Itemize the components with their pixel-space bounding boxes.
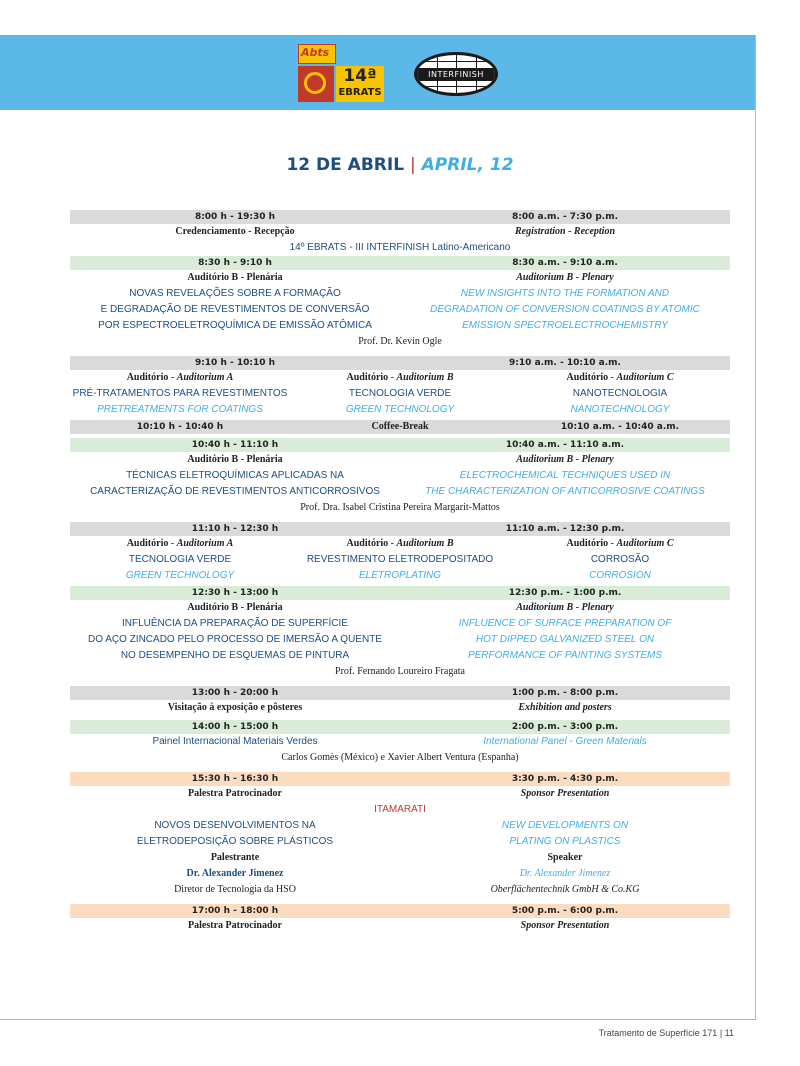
talk-title-en: PERFORMANCE OF PAINTING SYSTEMS — [467, 650, 663, 661]
track-a-pt: PRÉ-TRATAMENTOS PARA REVESTIMENTOS — [72, 388, 288, 399]
track-c-pt: CORROSÃO — [590, 554, 650, 565]
panel-title-pt: Painel Internacional Materiais Verdes — [152, 736, 318, 747]
time-en: 3:30 p.m. - 4:30 p.m. — [511, 774, 619, 784]
sponsor-name: ITAMARATI — [374, 804, 426, 815]
room-b: Auditório - Auditorium B — [346, 538, 454, 549]
time-pt: 15:30 h - 16:30 h — [191, 774, 279, 784]
speaker-role-pt: Diretor de Tecnologia da HSO — [174, 884, 296, 895]
room-pt: Auditório B - Plenária — [187, 602, 283, 613]
talk-title-en: INFLUENCE OF SURFACE PREPARATION OF — [458, 618, 672, 629]
time-en: 8:00 a.m. - 7:30 p.m. — [512, 212, 618, 222]
time-en: 1:00 p.m. - 8:00 p.m. — [511, 688, 619, 698]
time-pt: 17:00 h - 18:00 h — [191, 906, 279, 916]
speaker-name-en: Dr. Alexander Jimenez — [519, 868, 611, 879]
schedule — [70, 210, 730, 934]
talk-title-pt: ELETRODEPOSIÇÃO SOBRE PLÁSTICOS — [136, 836, 334, 847]
talk-title-pt: INFLUÊNCIA DA PREPARAÇÃO DE SUPERFÍCIE — [122, 618, 348, 629]
time-bar — [70, 210, 730, 224]
room-c: Auditório - Auditorium C — [566, 538, 674, 549]
track-b-en: GREEN TECHNOLOGY — [345, 404, 455, 415]
time-en: 5:00 p.m. - 6:00 p.m. — [511, 906, 619, 916]
room-en: Auditorium B - Plenary — [516, 272, 614, 283]
speaker-name: Prof. Fernando Loureiro Fragata — [335, 666, 465, 677]
track-b-pt: REVESTIMENTO ELETRODEPOSITADO — [306, 554, 494, 565]
talk-title-pt: POR ESPECTROELETROQUÍMICA DE EMISSÃO ATÔMICA — [98, 320, 372, 331]
interfinish-logo-text: INTERFINISH — [428, 70, 484, 79]
talk-title-pt: NO DESEMPENHO DE ESQUEMAS DE PINTURA — [120, 650, 350, 661]
talk-title-en: DEGRADATION OF CONVERSION COATINGS BY ATOMIC — [430, 304, 700, 315]
track-c-en: NANOTECHNOLOGY — [570, 404, 670, 415]
time-en: 9:10 a.m. - 10:10 a.m. — [509, 358, 621, 368]
time-pt: 9:10 h - 10:10 h — [194, 358, 276, 368]
label-pt: Visitação à exposição e pôsteres — [167, 702, 303, 713]
time-pt: 14:00 h - 15:00 h — [191, 722, 279, 732]
time-bar — [70, 438, 730, 452]
track-a-pt: TECNOLOGIA VERDE — [128, 554, 232, 565]
coffee-break-label: Coffee-Break — [371, 421, 429, 432]
talk-title-en: PLATING ON PLASTICS — [509, 836, 621, 847]
speaker-name: Prof. Dra. Isabel Cristina Pereira Margarit-Mattos — [300, 502, 500, 513]
speaker-name-pt: Dr. Alexander Jimenez — [186, 868, 284, 879]
ebrats-logo — [336, 66, 384, 102]
label-pt: Credenciamento - Recepção — [175, 226, 295, 237]
talk-title-pt: NOVAS REVELAÇÕES SOBRE A FORMAÇÃO — [129, 288, 341, 299]
talk-title-pt: NOVOS DESENVOLVIMENTOS NA — [154, 820, 316, 831]
time-en: 8:30 a.m. - 9:10 a.m. — [512, 258, 618, 268]
time-pt: 8:00 h - 19:30 h — [194, 212, 276, 222]
talk-title-pt: TÉCNICAS ELETROQUÍMICAS APLICADAS NA — [126, 470, 344, 481]
room-en: Auditorium B - Plenary — [516, 602, 614, 613]
time-bar — [70, 686, 730, 700]
talk-title-en: NEW INSIGHTS INTO THE FORMATION AND — [460, 288, 670, 299]
speaker-name: Prof. Dr. Kevin Ogle — [358, 336, 442, 347]
room-b: Auditório - Auditorium B — [346, 372, 454, 383]
room-c: Auditório - Auditorium C — [566, 372, 674, 383]
speaker-label-en: Speaker — [547, 852, 583, 863]
time-en: 2:00 p.m. - 3:00 p.m. — [511, 722, 619, 732]
time-pt: 10:10 h - 10:40 h — [136, 422, 224, 432]
title-en: APRIL, 12 — [421, 155, 514, 175]
track-b-pt: TECNOLOGIA VERDE — [348, 388, 452, 399]
interfinish-globe-logo — [414, 52, 498, 96]
time-pt: 8:30 h - 9:10 h — [198, 258, 272, 268]
panel-speakers: Carlos Gomès (México) e Xavier Albert Ventura (Espanha) — [281, 752, 519, 763]
talk-title-en: EMISSION SPECTROELECTROCHEMISTRY — [462, 320, 668, 331]
label-en: Exhibition and posters — [518, 702, 612, 713]
time-en: 12:30 p.m. - 1:00 p.m. — [508, 588, 622, 598]
label-pt: Palestra Patrocinador — [188, 788, 282, 799]
talk-title-pt: E DEGRADAÇÃO DE REVESTIMENTOS DE CONVERSÃO — [100, 304, 370, 315]
speaker-label-pt: Palestrante — [210, 852, 260, 863]
page-title — [0, 155, 800, 175]
room-pt: Auditório B - Plenária — [187, 454, 283, 465]
time-en: 10:40 a.m. - 11:10 a.m. — [505, 440, 625, 450]
time-pt: 11:10 h - 12:30 h — [191, 524, 279, 534]
track-a-en: PRETREATMENTS FOR COATINGS — [97, 404, 263, 415]
time-pt: 13:00 h - 20:00 h — [191, 688, 279, 698]
header-logos — [298, 44, 538, 104]
time-en: 10:10 a.m. - 10:40 a.m. — [560, 422, 680, 432]
time-pt: 10:40 h - 11:10 h — [191, 440, 279, 450]
title-pt: 12 DE ABRIL — [286, 155, 405, 175]
panel-title-en: International Panel - Green Materials — [483, 736, 647, 747]
room-a: Auditório - Auditorium A — [126, 372, 234, 383]
sun-logo-icon — [298, 66, 334, 102]
page-footer: Tratamento de Superfície 171 | 11 — [598, 1028, 734, 1038]
time-en: 11:10 a.m. - 12:30 p.m. — [505, 524, 625, 534]
talk-title-en: ELECTROCHEMICAL TECHNIQUES USED IN — [459, 470, 671, 481]
time-bar — [70, 586, 730, 600]
label-pt: Palestra Patrocinador — [188, 920, 282, 931]
label-en: Sponsor Presentation — [520, 920, 610, 931]
time-bar-coffee — [70, 420, 730, 434]
talk-title-en: HOT DIPPED GALVANIZED STEEL ON — [475, 634, 655, 645]
talk-title-pt: DO AÇO ZINCADO PELO PROCESSO DE IMERSÃO A QUENTE — [88, 634, 382, 645]
track-c-en: CORROSION — [589, 570, 651, 581]
title-separator: | — [409, 155, 416, 175]
track-a-en: GREEN TECHNOLOGY — [125, 570, 235, 581]
time-bar — [70, 904, 730, 918]
room-pt: Auditório B - Plenária — [187, 272, 283, 283]
room-en: Auditorium B - Plenary — [516, 454, 614, 465]
talk-title-en: THE CHARACTERIZATION OF ANTICORROSIVE COATINGS — [425, 486, 705, 497]
track-c-pt: NANOTECNOLOGIA — [572, 388, 668, 399]
time-bar — [70, 356, 730, 370]
ebrats-logo-text: EBRATS — [338, 87, 382, 98]
abts-logo-text: Abts — [301, 46, 330, 59]
time-bar — [70, 522, 730, 536]
talk-title-en: NEW DEVELOPMENTS ON — [501, 820, 629, 831]
time-bar — [70, 256, 730, 270]
event-name: 14º EBRATS - III INTERFINISH Latino-Americano — [289, 242, 511, 253]
abts-logo — [298, 44, 336, 64]
room-a: Auditório - Auditorium A — [126, 538, 234, 549]
track-b-en: ELETROPLATING — [358, 570, 442, 581]
time-bar — [70, 720, 730, 734]
time-pt: 12:30 h - 13:00 h — [191, 588, 279, 598]
talk-title-pt: CARACTERIZAÇÃO DE REVESTIMENTOS ANTICORROSIVOS — [90, 486, 380, 497]
label-en: Sponsor Presentation — [520, 788, 610, 799]
time-bar — [70, 772, 730, 786]
ebrats-logo-number: 14ª — [343, 66, 377, 86]
label-en: Registration - Reception — [515, 226, 615, 237]
speaker-role-en: Oberflächentechnik GmbH & Co.KG — [490, 884, 640, 895]
